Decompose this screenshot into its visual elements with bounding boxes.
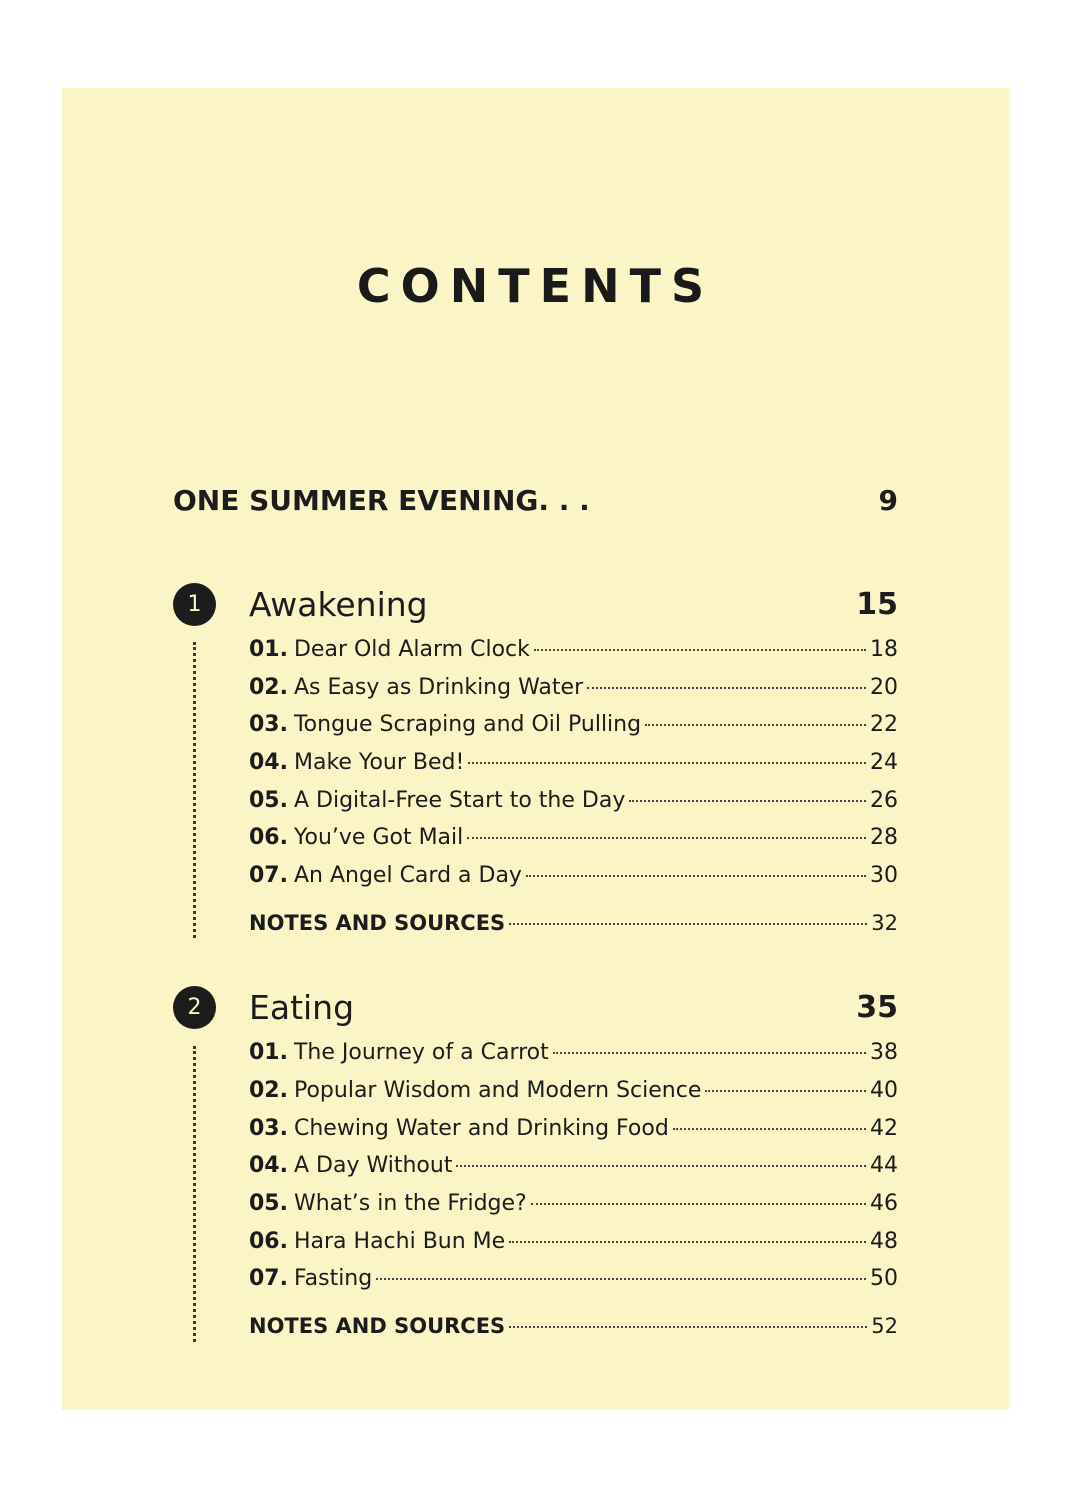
toc-entry[interactable] — [249, 1229, 898, 1263]
entry-page: 28 — [870, 825, 898, 850]
toc-entry[interactable] — [249, 675, 898, 709]
dot-leader — [553, 1052, 866, 1054]
notes-label: NOTES AND SOURCES — [249, 911, 506, 935]
dot-leader — [531, 1203, 866, 1205]
entry-number: 01. — [249, 637, 288, 662]
section-number-badge: 2 — [173, 986, 216, 1029]
toc-entry[interactable] — [249, 825, 898, 859]
dot-leader — [645, 724, 866, 726]
section-dotted-rule — [193, 1046, 196, 1342]
entry-number: 03. — [249, 1116, 288, 1141]
entry-title: As Easy as Drinking Water — [293, 675, 584, 700]
entry-number: 01. — [249, 1040, 288, 1065]
section-page: 35 — [856, 989, 898, 1025]
section-heading-eating[interactable] — [173, 984, 898, 1030]
entry-number: 07. — [249, 1266, 288, 1291]
section-dotted-rule — [193, 642, 196, 938]
entry-page: 48 — [870, 1229, 898, 1254]
entry-page: 46 — [870, 1191, 898, 1216]
toc-entry[interactable] — [249, 788, 898, 822]
toc-entry[interactable] — [249, 1078, 898, 1112]
intro-label: ONE SUMMER EVENING. . . — [173, 483, 590, 517]
entry-page: 30 — [870, 863, 898, 888]
dot-leader — [587, 687, 866, 689]
dot-leader — [534, 649, 866, 651]
entry-number: 07. — [249, 863, 288, 888]
dot-leader — [526, 875, 866, 877]
entry-title: Tongue Scraping and Oil Pulling — [293, 712, 642, 737]
toc-entry[interactable] — [249, 1191, 898, 1225]
section-number-badge: 1 — [173, 583, 216, 626]
toc-entry[interactable] — [249, 1266, 898, 1300]
entry-title: The Journey of a Carrot — [293, 1040, 549, 1065]
entry-title: Make Your Bed! — [293, 750, 465, 775]
notes-page: 32 — [871, 911, 898, 935]
entry-title: What’s in the Fridge? — [293, 1191, 527, 1216]
entry-title: Popular Wisdom and Modern Science — [293, 1078, 702, 1103]
entry-page: 22 — [870, 712, 898, 737]
entry-page: 26 — [870, 788, 898, 813]
entry-page: 40 — [870, 1078, 898, 1103]
notes-page: 52 — [871, 1314, 898, 1338]
notes-label: NOTES AND SOURCES — [249, 1314, 506, 1338]
entry-number: 06. — [249, 825, 288, 850]
toc-entry[interactable] — [249, 750, 898, 784]
dot-leader — [509, 1241, 866, 1243]
dot-leader — [468, 762, 866, 764]
toc-entry[interactable] — [249, 1040, 898, 1074]
entry-number: 06. — [249, 1229, 288, 1254]
toc-intro-entry[interactable] — [173, 480, 898, 520]
entry-number: 05. — [249, 1191, 288, 1216]
entry-number: 04. — [249, 1153, 288, 1178]
notes-and-sources-entry[interactable] — [249, 911, 898, 945]
entry-page: 44 — [870, 1153, 898, 1178]
dot-leader — [509, 923, 867, 925]
entry-title: Chewing Water and Drinking Food — [293, 1116, 669, 1141]
entry-title: Hara Hachi Bun Me — [293, 1229, 506, 1254]
dot-leader — [673, 1128, 866, 1130]
entry-page: 42 — [870, 1116, 898, 1141]
entry-title: Dear Old Alarm Clock — [293, 637, 530, 662]
entry-number: 02. — [249, 1078, 288, 1103]
toc-entry[interactable] — [249, 1116, 898, 1150]
toc-entry[interactable] — [249, 712, 898, 746]
entry-number: 03. — [249, 712, 288, 737]
dot-leader — [705, 1090, 866, 1092]
intro-page: 9 — [878, 483, 898, 517]
toc-entry[interactable] — [249, 863, 898, 897]
entry-title: A Day Without — [293, 1153, 453, 1178]
entry-title: An Angel Card a Day — [293, 863, 522, 888]
dot-leader — [467, 837, 866, 839]
entry-page: 38 — [870, 1040, 898, 1065]
notes-and-sources-entry[interactable] — [249, 1314, 898, 1348]
toc-entry[interactable] — [249, 1153, 898, 1187]
dot-leader — [376, 1278, 866, 1280]
entry-title: A Digital-Free Start to the Day — [293, 788, 626, 813]
entry-page: 18 — [870, 637, 898, 662]
section-name: Awakening — [249, 584, 428, 624]
entry-title: Fasting — [293, 1266, 373, 1291]
page-title: CONTENTS — [356, 259, 715, 313]
entry-number: 05. — [249, 788, 288, 813]
entry-page: 20 — [870, 675, 898, 700]
section-page: 15 — [856, 586, 898, 622]
toc-entry[interactable] — [249, 637, 898, 671]
entry-number: 02. — [249, 675, 288, 700]
dot-leader — [456, 1165, 866, 1167]
entry-number: 04. — [249, 750, 288, 775]
entry-title: You’ve Got Mail — [293, 825, 464, 850]
section-name: Eating — [249, 987, 355, 1027]
dot-leader — [629, 800, 866, 802]
entry-page: 24 — [870, 750, 898, 775]
section-heading-awakening[interactable] — [173, 581, 898, 627]
dot-leader — [509, 1326, 867, 1328]
entry-page: 50 — [870, 1266, 898, 1291]
